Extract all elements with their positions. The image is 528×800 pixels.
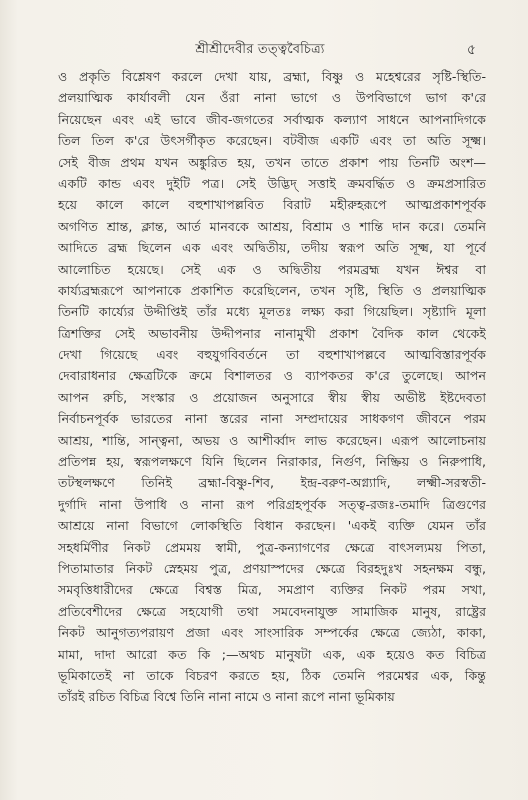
text-line: প্রলয়াত্মিক কার্যাবলী যেন ওঁরা নানা ভাগে ও উপবিভাগে ভাগ ক'রে xyxy=(58,90,486,106)
text-line: আলোচিত হয়েছে। সেই এক ও অদ্বিতীয় পরমব্রহ্ম যখন ঈশ্বর বা xyxy=(58,261,486,277)
text-line: ও প্রকৃতি বিশ্লেষণ করলে দেখা যায়, ব্রহ্মা, বিষ্ণু ও মহেশ্বরের সৃষ্টি-স্থিতি- xyxy=(58,69,486,84)
text-line: ভূমিকাতেই না তাকে বিচরণ করতে হয়, ঠিক তেমনি পরমেশ্বর এক, কিন্তু xyxy=(58,667,486,683)
text-line: তাঁরই রচিত বিচিত্র বিশ্বে তিনি নানা নামে ও নানা রূপে নানা ভূমিকায় xyxy=(58,689,395,705)
text-line: ত্রিশক্তির সেই অভাবনীয় উদ্দীপনার নানামুখী প্রকাশ বৈদিক কাল থেকেই xyxy=(58,325,486,341)
body-text xyxy=(58,66,486,708)
text-line: প্রতিপন্ন হয়, স্বরূপলক্ষণে যিনি ছিলেন নিরাকার, নির্গুণ, নিষ্ক্রিয় ও নিরুপাধি, xyxy=(58,454,486,470)
text-line: আশ্রয়, শান্তি, সান্ত্বনা, অভয় ও আশীর্ব্বাদ লাভ করেছেন। এরূপ আলোচনায় xyxy=(58,432,486,448)
text-line: অগণিত শ্রান্ত, ক্লান্ত, আর্ত মানবকে আশ্রয়, বিশ্রাম ও শান্তি দান করে। তেমনি xyxy=(58,218,486,234)
text-line: দুর্গাদি নানা উপাধি ও নানা রূপ পরিগ্রহপূর্বক সত্ত্ব-রজঃ-তমাদি ত্রিগুণের xyxy=(58,496,486,512)
text-line: পিতামাতার নিকট স্নেহময় পুত্র, প্রণয়াস্পদের ক্ষেত্রে বিরহদুঃখ সহনক্ষম বন্ধু, xyxy=(58,560,486,576)
running-title: শ্রীশ্রীদেবীর তত্ত্ববৈচিত্র্য xyxy=(195,42,325,57)
text-line: সেই বীজ প্রথম যখন অঙ্কুরিত হয়, তখন তাতে প্রকাশ পায় তিনটি অংশ— xyxy=(58,154,486,170)
text-line: কার্য্যব্রহ্মরূপে আপনাকে প্রকাশিত করেছিলেন, তখন সৃষ্টি, স্থিতি ও প্রলয়াত্মিক xyxy=(58,282,486,298)
text-line: নিয়েছেন এবং এই ভাবে জীব-জগতের সর্বাত্মক কল্যাণ সাধনে আপনাদিগকে xyxy=(58,111,486,127)
text-line: আশ্রয়ে নানা বিভাগে লোকস্থিতি বিধান করছেন। 'একই ব্যক্তি যেমন তাঁর xyxy=(58,518,486,534)
text-line: সমবৃত্তিধারীদের ক্ষেত্রে বিশ্বস্ত মিত্র, সমপ্রাণ ব্যক্তির নিকট পরম সখা, xyxy=(58,582,486,598)
text-line: তিনটি কার্য্যের উদ্দীপ্তিই তাঁর মধ্যে মূলতঃ লক্ষ্য করা গিয়েছিল। সৃষ্ট্যাদি মূলা xyxy=(58,304,486,320)
text-line: প্রতিবেশীদের ক্ষেত্রে সহযোগী তথা সমবেদনাযুক্ত সামাজিক মানুষ, রাষ্ট্রের xyxy=(58,603,486,619)
text-line: নির্বাচনপূর্বক ভারতের নানা স্তরের নানা সম্প্রদায়ের সাধকগণ জীবনে পরম xyxy=(58,411,486,427)
running-header xyxy=(0,40,528,64)
text-line: দেবারাধনার ক্ষেত্রটিকে ক্রমে বিশালতর ও ব্যাপকতর ক'রে তুলেছে। আপন xyxy=(58,368,486,384)
page-number: ৫ xyxy=(466,42,476,58)
text-line: তটস্থলক্ষণে তিনিই ব্রহ্মা-বিষ্ণু-শিব, ইন্দ্র-বরুণ-অগ্ন্যাদি, লক্ষ্মী-সরস্বতী- xyxy=(58,475,486,491)
text-line: দেখা গিয়েছে এবং বহুযুগবিবর্তনে তা বহুশাখাপল্লবে আত্মবিস্তারপূর্বক xyxy=(58,347,486,363)
text-line: আদিতে ব্রহ্ম ছিলেন এক এবং অদ্বিতীয়, তদীয় স্বরূপ অতি সূক্ষ্ম, যা পূর্বে xyxy=(58,240,486,256)
text-line: নিকট আনুগত্যপরায়ণ প্রজা এবং সাংসারিক সম্পর্কের ক্ষেত্রে জ্যেঠা, কাকা, xyxy=(58,625,486,641)
text-line: তিল তিল ক'রে উৎসর্গীকৃত করেছেন। বটবীজ একটি এবং তা অতি সূক্ষ্ম। xyxy=(58,133,486,149)
text-line: হয়ে কালে কালে বহুশাখাপল্লবিত বিরাট মহীরুহরূপে আত্মপ্রকাশপূর্বক xyxy=(58,197,486,213)
text-line: আপন রুচি, সংস্কার ও প্রয়োজন অনুসারে স্বীয় স্বীয় অভীষ্ট ইষ্টদেবতা xyxy=(58,389,486,405)
text-line: একটি কান্ড এবং দুইটি পত্র। সেই উদ্ভিদ্ সত্তাই ক্রমবর্দ্ধিত ও ক্রমপ্রসারিত xyxy=(58,175,486,191)
text-line: মামা, দাদা আরো কত কি ;—অথচ মানুষটা এক, এক হয়েও কত বিচিত্র xyxy=(58,646,486,662)
text-line: সহধর্মিণীর নিকট প্রেমময় স্বামী, পুত্র-কন্যাগণের ক্ষেত্রে বাৎসল্যময় পিতা, xyxy=(58,539,486,555)
